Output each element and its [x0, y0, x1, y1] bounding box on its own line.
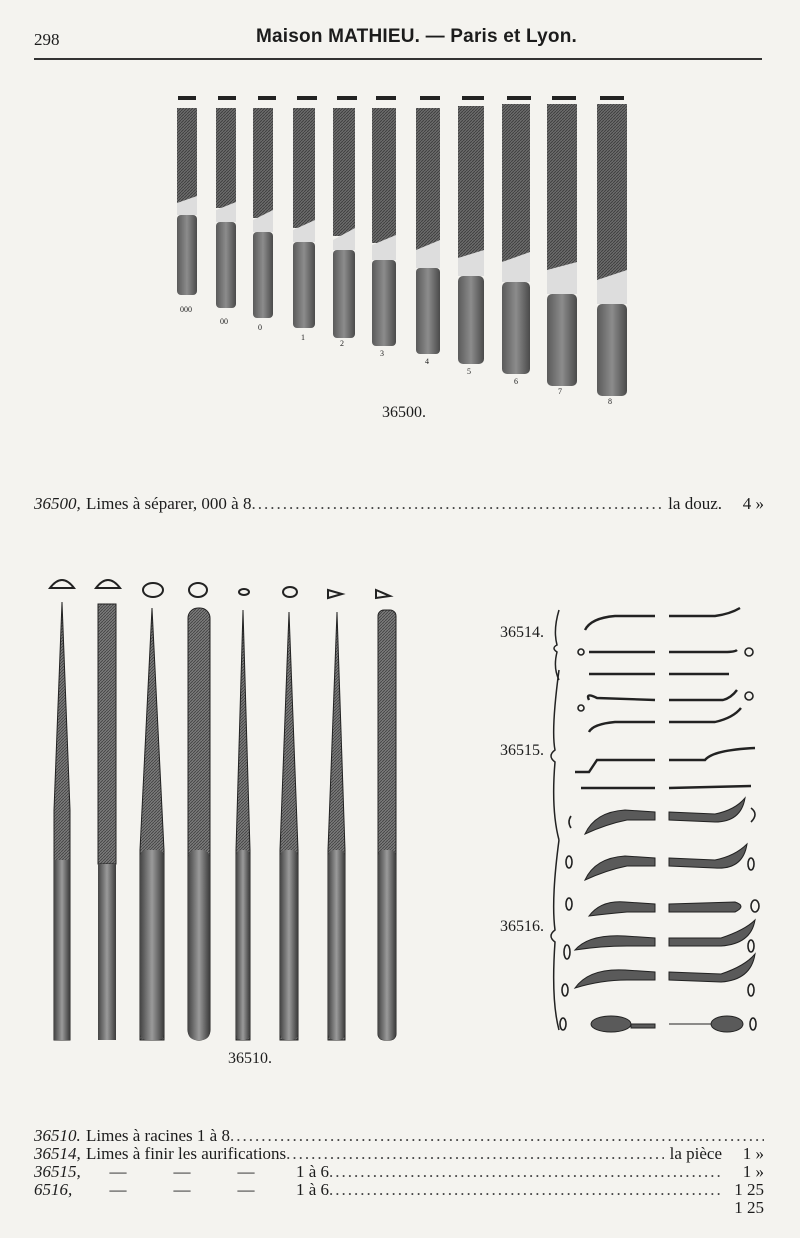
finishing-files-illustration	[545, 600, 765, 1040]
size-label: 000	[180, 305, 192, 314]
size-label: 5	[467, 367, 471, 376]
size-label: 2	[340, 339, 344, 348]
size-label: 1	[301, 333, 305, 342]
root-file-7	[328, 612, 345, 1040]
size-label: 4	[425, 357, 429, 366]
knife-section-icon	[328, 590, 342, 598]
round-section-icon	[578, 705, 584, 711]
brace-36514	[554, 610, 559, 680]
catalog-entry-extra-price	[34, 1198, 764, 1218]
separating-files-illustration	[160, 90, 640, 405]
root-file-3	[140, 608, 164, 1040]
oval-section-icon	[751, 900, 759, 912]
root-file-1	[54, 602, 70, 1040]
page-title: Maison MATHIEU. — Paris et Lyon.	[256, 26, 577, 47]
item-number: 36514,	[34, 1144, 81, 1163]
root-file-6	[280, 612, 298, 1040]
size-label: 3	[380, 349, 384, 358]
file-4	[416, 96, 440, 354]
item-description: Limes à racines 1 à 8	[86, 1126, 230, 1145]
oval-section-icon	[748, 984, 754, 996]
half-round-section-icon	[751, 808, 755, 822]
file-6	[502, 96, 531, 374]
leader-dots	[230, 1126, 764, 1146]
figure-caption-36500: 36500.	[382, 404, 426, 421]
root-files-illustration	[40, 570, 410, 1050]
finishing-file-rows	[575, 608, 755, 788]
file-3	[372, 96, 396, 346]
file-5	[458, 96, 484, 364]
root-file-4	[188, 608, 210, 1040]
file-row	[177, 96, 627, 396]
half-round-section-icon	[50, 580, 74, 588]
leader-dots	[286, 1144, 663, 1164]
catalog-entry-36514	[34, 1144, 764, 1164]
catalog-entry-36500	[34, 494, 764, 514]
figure-label-36516: 36516.	[500, 918, 544, 935]
round-section-icon	[745, 692, 753, 700]
item-description: Limes à séparer, 000 à 8	[86, 494, 252, 513]
catalog-entry-36516	[34, 1180, 764, 1200]
ditto-mark: —	[173, 1162, 191, 1181]
file-7	[547, 96, 577, 386]
item-unit: la douz.	[668, 494, 722, 513]
file-8	[597, 96, 627, 396]
oval-section-icon	[560, 1018, 566, 1030]
file-1	[293, 96, 317, 328]
item-price: 1 25	[734, 1198, 764, 1217]
half-round-section-icon	[569, 816, 571, 828]
root-file-5	[236, 610, 250, 1040]
catalog-entry-36515	[34, 1162, 764, 1182]
figure-caption-36510: 36510.	[228, 1050, 272, 1067]
oval-section-icon	[566, 898, 572, 910]
header-rule	[34, 58, 762, 60]
catalog-entry-36510	[34, 1126, 764, 1146]
leader-dots	[329, 1180, 722, 1200]
brace-36515	[551, 670, 559, 840]
item-unit: la pièce	[669, 1144, 722, 1163]
size-label: 6	[514, 377, 518, 386]
round-section-icon	[578, 649, 584, 655]
spoon-files	[575, 798, 755, 1032]
half-round-section-icon	[96, 580, 120, 588]
leader-dots	[251, 494, 662, 514]
knife-section-icon	[376, 590, 390, 598]
ditto-mark: —	[237, 1162, 255, 1181]
oval-section-icon	[562, 984, 568, 996]
round-section-icon	[143, 583, 163, 597]
finishing-file	[585, 616, 655, 630]
oval-section-icon	[748, 858, 754, 870]
file-000	[177, 96, 197, 295]
file-2	[333, 96, 357, 338]
file-0	[253, 96, 276, 318]
leader-dots	[329, 1162, 722, 1182]
oval-section-icon	[750, 1018, 756, 1030]
figure-label-36514: 36514.	[500, 624, 544, 641]
item-number: 6516,	[34, 1180, 73, 1199]
item-description: 1 à 6	[296, 1180, 330, 1199]
ditto-mark: —	[109, 1180, 127, 1199]
ditto-mark: —	[237, 1180, 255, 1199]
size-label: 00	[220, 317, 228, 326]
file-00	[216, 96, 236, 308]
item-number: 36500,	[34, 494, 81, 513]
braces	[551, 610, 559, 1030]
item-description: 1 à 6	[296, 1162, 330, 1181]
ditto-mark: —	[109, 1162, 127, 1181]
size-label: 8	[608, 397, 612, 405]
item-price: 1 »	[742, 1144, 764, 1163]
round-section-icon	[189, 583, 207, 597]
item-description: Limes à finir les aurifications	[86, 1144, 287, 1163]
round-section-icon	[745, 648, 753, 656]
round-section-icon	[239, 589, 249, 595]
item-price: 1 25	[734, 1180, 764, 1199]
oval-section-icon	[566, 856, 572, 868]
item-price: 4 »	[742, 494, 764, 513]
item-number: 36510.	[34, 1126, 81, 1145]
round-section-icon	[283, 587, 297, 597]
size-label: 7	[558, 387, 562, 396]
item-price: 1 »	[742, 1162, 764, 1181]
item-number: 36515,	[34, 1162, 81, 1181]
ditto-mark: —	[173, 1180, 191, 1199]
root-file-8	[378, 610, 396, 1040]
oval-section-icon	[748, 940, 754, 952]
page-number: 298	[34, 30, 60, 49]
cross-section-icons	[50, 580, 390, 598]
brace-36516	[551, 840, 559, 1030]
oval-section-icon	[564, 945, 570, 959]
root-file-2	[98, 604, 116, 1040]
size-label: 0	[258, 323, 262, 332]
figure-label-36515: 36515.	[500, 742, 544, 759]
